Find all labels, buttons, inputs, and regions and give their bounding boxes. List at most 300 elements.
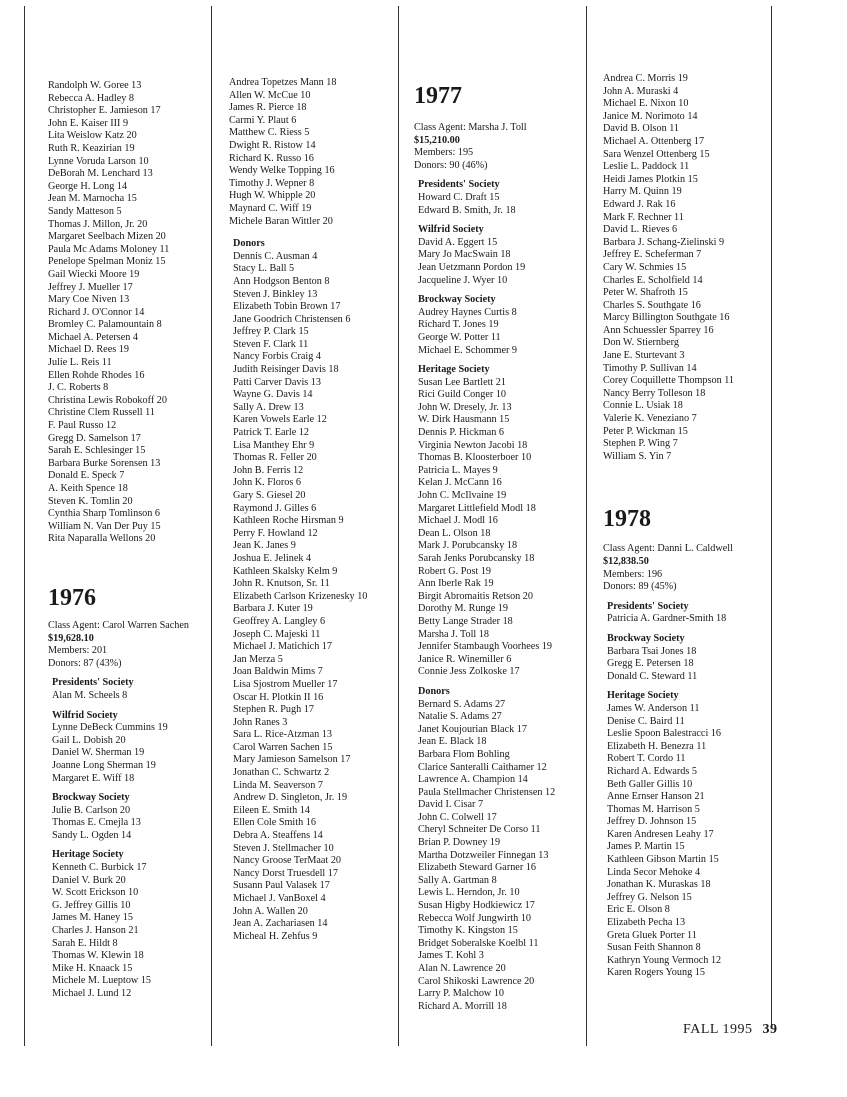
name-list — [603, 646, 734, 684]
name-entry: Sandy Matteson 5 — [48, 205, 122, 217]
name-entry: Audrey Haynes Curtis 8 — [418, 306, 517, 318]
name-entry: Kenneth C. Burbick 17 — [52, 862, 147, 874]
section-heading: Brockway Society — [418, 294, 496, 306]
name-entry: Joanne Long Sherman 19 — [52, 759, 156, 771]
name-entry: Corey Coquillette Thompson 11 — [603, 375, 735, 387]
name-entry: Robert G. Post 19 — [418, 565, 492, 577]
name-list — [48, 80, 189, 546]
class-agent: Class Agent: Danni L. Caldwell — [603, 543, 733, 555]
name-entry: John K. Floros 6 — [233, 477, 301, 489]
name-entry: Andrea C. Morris 19 — [603, 73, 688, 84]
name-entry: Dennis P. Hickman 6 — [418, 427, 505, 439]
name-entry: John A. Wallen 20 — [233, 905, 308, 917]
name-entry: Robert T. Cordo 11 — [607, 753, 686, 765]
name-entry: Sandy L. Ogden 14 — [52, 829, 132, 841]
name-entry: Kathleen Skalsky Kelm 9 — [233, 565, 338, 577]
name-entry: Rebecca A. Hadley 8 — [48, 92, 134, 104]
name-entry: Michael J. Matichich 17 — [233, 641, 333, 653]
name-entry: Greta Gluek Porter 11 — [607, 929, 697, 941]
name-entry: Valerie K. Veneziano 7 — [603, 413, 697, 425]
name-entry: Martha Dotzweiler Finnegan 13 — [418, 849, 549, 861]
name-entry: James M. Haney 15 — [52, 912, 133, 924]
name-entry: Ruth R. Keazirian 19 — [48, 142, 135, 154]
name-list — [414, 377, 555, 679]
name-entry: Janet Koujourian Black 17 — [418, 723, 527, 735]
name-entry: Leslie Spoon Balestracci 16 — [607, 728, 722, 740]
name-list — [229, 77, 367, 228]
name-entry: Cary W. Schmies 15 — [603, 261, 687, 273]
name-entry: W. Scott Erickson 10 — [52, 887, 139, 899]
name-entry: Denise C. Baird 11 — [607, 715, 685, 727]
name-list — [414, 699, 555, 1014]
name-entry: John C. McIlvaine 19 — [418, 490, 507, 502]
name-entry: Steven J. Binkley 13 — [233, 288, 318, 300]
name-entry: Lawrence A. Champion 14 — [418, 774, 528, 786]
name-entry: Oscar H. Plotkin II 16 — [233, 691, 324, 703]
name-entry: Gregg E. Petersen 18 — [607, 658, 694, 670]
column-2 — [229, 77, 367, 943]
name-entry: Jeffrey P. Clark 15 — [233, 326, 309, 338]
name-entry: Paula Stellmacher Christensen 12 — [418, 786, 556, 798]
name-entry: Sally A. Gartman 8 — [418, 874, 497, 886]
heritage-society-section — [603, 690, 734, 980]
name-entry: Sarah E. Schlesinger 15 — [48, 445, 146, 457]
class-members: Members: 201 — [48, 645, 108, 657]
name-entry: George W. Potter 11 — [418, 331, 501, 343]
name-entry: Don W. Stiernberg — [603, 337, 679, 349]
name-entry: John C. Colwell 17 — [418, 811, 497, 823]
name-entry: Richard A. Morrill 18 — [418, 1000, 507, 1012]
name-entry: Christina Lewis Robokoff 20 — [48, 394, 167, 406]
name-entry: Dennis C. Ausman 4 — [233, 250, 318, 262]
class-total-amount: $15,210.00 — [414, 134, 460, 146]
name-entry: Richard K. Russo 16 — [229, 152, 314, 164]
name-entry: Anne Ernser Hanson 21 — [607, 791, 705, 803]
class-year-heading: 1978 — [603, 506, 651, 533]
column-4 — [603, 73, 734, 980]
name-entry: Margaret Seelbach Mizen 20 — [48, 231, 166, 243]
name-entry: James P. Martin 15 — [607, 841, 685, 853]
name-entry: Linda M. Seaverson 7 — [233, 779, 323, 791]
name-entry: Julie L. Reis 11 — [48, 357, 112, 369]
name-entry: Carol Warren Sachen 15 — [233, 741, 333, 753]
name-entry: Edward B. Smith, Jr. 18 — [418, 204, 516, 216]
name-entry: Jean K. Janes 9 — [233, 540, 296, 552]
name-entry: Timothy J. Wepner 8 — [229, 177, 315, 189]
page-footer — [683, 1022, 777, 1038]
name-entry: Alan M. Scheels 8 — [52, 689, 128, 701]
name-entry: Barbara Tsai Jones 18 — [607, 645, 697, 657]
name-list — [48, 690, 189, 703]
section-heading: Heritage Society — [52, 849, 124, 861]
name-entry: Connie L. Usiak 18 — [603, 400, 683, 412]
wilfrid-society-section — [48, 710, 189, 786]
name-entry: Rici Guild Conger 10 — [418, 389, 507, 401]
name-entry: Peter W. Shafroth 15 — [603, 287, 688, 299]
name-entry: Michael E. Schommer 9 — [418, 344, 518, 356]
wilfrid-society-section — [414, 224, 555, 287]
name-entry: David B. Olson 11 — [603, 123, 680, 135]
name-entry: Wendy Welke Topping 16 — [229, 165, 335, 177]
name-entry: Nancy Forbis Craig 4 — [233, 351, 321, 363]
name-entry: Gregg D. Samelson 17 — [48, 432, 141, 444]
column-rule-4 — [586, 6, 587, 1046]
name-entry: Elizabeth Steward Garner 16 — [418, 862, 536, 874]
name-entry: Jeffrey G. Nelson 15 — [607, 891, 692, 903]
name-entry: Jean M. Marnocha 15 — [48, 193, 137, 205]
name-entry: James W. Anderson 11 — [607, 702, 700, 714]
name-entry: Sally A. Drew 13 — [233, 401, 304, 413]
name-entry: Ann Schuessler Sparrey 16 — [603, 324, 714, 336]
name-entry: Daniel W. Sherman 19 — [52, 747, 145, 759]
name-entry: Joseph C. Majeski 11 — [233, 628, 321, 640]
name-entry: Judith Reisinger Davis 18 — [233, 364, 339, 376]
name-entry: Lynne DeBeck Cummins 19 — [52, 722, 168, 734]
name-entry: Margaret E. Wiff 18 — [52, 772, 135, 784]
name-entry: Barbara Flom Bohling — [418, 748, 510, 760]
name-entry: Karen Andresen Leahy 17 — [607, 828, 714, 840]
name-entry: Susan Higby Hodkiewicz 17 — [418, 900, 535, 912]
name-entry: Janice M. Norimoto 14 — [603, 110, 698, 122]
name-entry: Gail Wiecki Moore 19 — [48, 268, 140, 280]
name-entry: George H. Long 14 — [48, 180, 128, 192]
column-rule-1 — [24, 6, 25, 1046]
issue-label: FALL 1995 — [683, 1022, 753, 1037]
name-entry: William S. Yin 7 — [603, 450, 672, 462]
name-entry: Linda Secor Mehoke 4 — [607, 866, 701, 878]
name-entry: Penelope Spelman Moniz 15 — [48, 256, 166, 268]
name-entry: Christine Clem Russell 11 — [48, 407, 155, 419]
name-entry: Susan Lee Bartlett 21 — [418, 376, 506, 388]
name-entry: Larry P. Malchow 10 — [418, 988, 505, 1000]
name-entry: Mark J. Porubcansky 18 — [418, 540, 518, 552]
name-entry: Mike H. Knaack 15 — [52, 962, 133, 974]
name-entry: John W. Dresely, Jr. 13 — [418, 401, 512, 413]
class-members: Members: 195 — [414, 147, 474, 159]
name-entry: Richard A. Edwards 5 — [607, 765, 697, 777]
name-list — [48, 862, 189, 1001]
presidents-society-section — [603, 601, 734, 626]
name-entry: Michael J. Modl 16 — [418, 515, 498, 527]
name-entry: David I. Cisar 7 — [418, 799, 484, 811]
name-entry: Rita Naparalla Wellons 20 — [48, 533, 156, 545]
name-entry: Jean Uetzmann Pordon 19 — [418, 261, 526, 273]
presidents-society-section — [48, 677, 189, 702]
name-entry: Gail L. Dobish 20 — [52, 734, 126, 746]
name-entry: Thomas E. Cmejla 13 — [52, 817, 141, 829]
name-entry: David L. Rieves 6 — [603, 224, 678, 236]
name-entry: Howard C. Draft 15 — [418, 191, 500, 203]
name-entry: Stephen P. Wing 7 — [603, 438, 678, 450]
name-entry: Michele Baran Wittler 20 — [229, 215, 333, 227]
name-entry: Geoffrey A. Langley 6 — [233, 615, 326, 627]
name-entry: Michael A. Ottenberg 17 — [603, 135, 705, 147]
name-entry: Maynard C. Wiff 19 — [229, 202, 312, 214]
name-entry: Dean L. Olson 18 — [418, 527, 491, 539]
name-entry: Steven J. Stellmacher 10 — [233, 842, 334, 854]
name-entry: Rebecca Wolf Jungwirth 10 — [418, 912, 532, 924]
name-entry: Elizabeth H. Benezra 11 — [607, 740, 707, 752]
name-entry: Susan Feith Shannon 8 — [607, 942, 701, 954]
name-list — [229, 251, 367, 944]
heritage-society-section — [48, 849, 189, 1000]
name-entry: Thomas R. Feller 20 — [233, 452, 317, 464]
name-list — [603, 703, 734, 980]
name-entry: Thomas M. Harrison 5 — [607, 803, 700, 815]
donors-section — [414, 686, 555, 1013]
class-donors: Donors: 89 (45%) — [603, 581, 677, 593]
name-list — [414, 307, 555, 357]
name-entry: Mary Jamieson Samelson 17 — [233, 754, 351, 766]
class-members: Members: 196 — [603, 568, 663, 580]
name-entry: Bridget Soberalske Koelbl 11 — [418, 937, 539, 949]
name-entry: Gary S. Giesel 20 — [233, 490, 306, 501]
name-entry: Edward J. Rak 16 — [603, 198, 676, 210]
name-entry: Timothy K. Kingston 15 — [418, 925, 518, 937]
name-entry: Mary Jo MacSwain 18 — [418, 249, 511, 261]
name-entry: Mark F. Rechner 11 — [603, 211, 684, 223]
name-entry: Clarice Santeralli Caithamer 12 — [418, 761, 547, 773]
name-entry: Sara Wenzel Ottenberg 15 — [603, 148, 710, 160]
name-entry: Patricia L. Mayes 9 — [418, 464, 498, 476]
name-entry: Margaret Littlefield Modl 18 — [418, 502, 536, 514]
name-entry: John R. Knutson, Sr. 11 — [233, 578, 330, 590]
name-entry: Thomas B. Kloosterboer 10 — [418, 452, 532, 464]
name-entry: Eileen E. Smith 14 — [233, 804, 310, 816]
name-entry: John B. Ferris 12 — [233, 464, 304, 476]
name-entry: Sarah Jenks Porubcansky 18 — [418, 553, 535, 564]
section-heading: Wilfrid Society — [52, 709, 118, 721]
class-agent: Class Agent: Carol Warren Sachen — [48, 619, 190, 631]
name-entry: DeBorah M. Lenchard 13 — [48, 168, 153, 180]
name-entry: Jeffrey J. Mueller 17 — [48, 281, 133, 293]
name-entry: Birgit Abromaitis Retson 20 — [418, 590, 533, 602]
name-entry: Jane E. Sturtevant 3 — [603, 350, 685, 362]
name-entry: Elizabeth Tobin Brown 17 — [233, 301, 341, 313]
name-list — [48, 722, 189, 785]
name-entry: Ann Iberle Rak 19 — [418, 578, 494, 590]
name-entry: Jane Goodrich Christensen 6 — [233, 313, 351, 325]
section-heading: Donors — [233, 238, 265, 250]
name-entry: Paula Mc Adams Moloney 11 — [48, 243, 170, 255]
section-heading: Heritage Society — [418, 364, 490, 376]
name-entry: Barbara J. Schang-Zielinski 9 — [603, 236, 725, 248]
name-entry: W. Dirk Hausmann 15 — [418, 414, 510, 426]
name-entry: Marsha J. Toll 18 — [418, 628, 489, 640]
name-entry: Michael E. Nixon 10 — [603, 98, 689, 110]
class-total-amount: $19,628.10 — [48, 632, 94, 644]
column-1 — [48, 80, 189, 1001]
name-entry: Wayne G. Davis 14 — [233, 389, 313, 401]
name-entry: Matthew C. Riess 5 — [229, 127, 310, 139]
name-list — [603, 73, 734, 463]
name-entry: Allen W. McCue 10 — [229, 89, 311, 101]
name-entry: Stephen R. Pugh 17 — [233, 704, 314, 716]
name-entry: Thomas W. Klewin 18 — [52, 950, 144, 962]
name-entry: Dorothy M. Runge 19 — [418, 603, 508, 615]
name-list — [48, 805, 189, 843]
class-agent: Class Agent: Marsha J. Toll — [414, 122, 527, 133]
name-entry: Beth Galler Gillis 10 — [607, 778, 693, 790]
name-entry: Patti Carver Davis 13 — [233, 376, 321, 388]
column-rule-5 — [771, 6, 772, 1026]
name-entry: Jennifer Stambaugh Voorhees 19 — [418, 641, 553, 653]
name-entry: Andrew D. Singleton, Jr. 19 — [233, 792, 348, 804]
name-entry: Jonathan C. Schwartz 2 — [233, 767, 330, 779]
name-entry: Janice R. Winemiller 6 — [418, 653, 512, 665]
name-entry: Cheryl Schneiter De Corso 11 — [418, 824, 541, 836]
name-entry: Hugh W. Whipple 20 — [229, 190, 316, 202]
name-entry: Nancy Dorst Truesdell 17 — [233, 867, 338, 879]
name-entry: Randolph W. Goree 13 — [48, 80, 142, 91]
section-heading: Brockway Society — [607, 632, 685, 644]
name-entry: Joan Baldwin Mims 7 — [233, 666, 323, 678]
name-entry: Peter P. Wickman 15 — [603, 425, 688, 437]
name-entry: John Ranes 3 — [233, 716, 288, 728]
name-entry: Carol Shikoski Lawrence 20 — [418, 975, 535, 987]
name-entry: Lita Weislow Katz 20 — [48, 130, 137, 142]
name-entry: Patrick T. Earle 12 — [233, 427, 310, 439]
name-entry: Jeffrey D. Johnson 15 — [607, 816, 697, 828]
name-entry: Charles E. Scholfield 14 — [603, 274, 703, 286]
name-entry: Lisa Sjostrom Mueller 17 — [233, 678, 338, 690]
name-entry: Jonathan K. Muraskas 18 — [607, 879, 711, 891]
name-entry: Richard T. Jones 19 — [418, 319, 499, 331]
name-entry: Ellen Rohde Rhodes 16 — [48, 369, 145, 381]
name-entry: Andrea Topetzes Mann 18 — [229, 77, 337, 88]
name-entry: Lynne Voruda Larson 10 — [48, 155, 149, 167]
donors-section — [229, 238, 367, 943]
name-entry: Michael J. Lund 12 — [52, 988, 132, 999]
section-heading: Presidents' Society — [607, 600, 689, 612]
section-heading: Brockway Society — [52, 792, 130, 804]
name-entry: Lisa Manthey Ehr 9 — [233, 439, 315, 451]
section-heading: Wilfrid Society — [418, 224, 484, 236]
name-entry: Heidi James Plotkin 15 — [603, 173, 698, 185]
name-entry: John E. Kaiser III 9 — [48, 117, 129, 129]
name-entry: Jeffrey E. Scheferman 7 — [603, 249, 702, 261]
name-entry: David A. Eggert 15 — [418, 236, 498, 248]
name-entry: Brian P. Downey 19 — [418, 837, 501, 849]
name-entry: Timothy P. Sullivan 14 — [603, 362, 697, 374]
name-entry: Dwight R. Ristow 14 — [229, 139, 316, 151]
name-entry: Julie B. Carlson 20 — [52, 804, 131, 816]
name-entry: Barbara J. Kuter 19 — [233, 603, 313, 615]
name-entry: Perry F. Howland 12 — [233, 527, 318, 539]
section-heading: Heritage Society — [607, 690, 679, 702]
name-entry: Patricia A. Gardner-Smith 18 — [607, 613, 727, 625]
name-entry: Richard J. O'Connor 14 — [48, 306, 145, 318]
name-entry: Kelan J. McCann 16 — [418, 477, 502, 489]
name-entry: Bromley C. Palamountain 8 — [48, 319, 162, 331]
name-entry: Raymond J. Gilles 6 — [233, 502, 317, 514]
brockway-society-section — [414, 294, 555, 357]
column-rule-2 — [211, 6, 212, 1046]
name-entry: Cynthia Sharp Tomlinson 6 — [48, 508, 161, 520]
name-entry: John A. Muraski 4 — [603, 85, 679, 97]
name-entry: Stacy L. Ball 5 — [233, 263, 295, 275]
name-entry: Eric E. Olson 8 — [607, 904, 670, 916]
name-entry: Bernard S. Adams 27 — [418, 698, 506, 710]
name-entry: Michele M. Lueptow 15 — [52, 975, 152, 987]
class-total-amount: $12,838.50 — [603, 556, 649, 567]
name-entry: Kathleen Gibson Martin 15 — [607, 854, 719, 866]
presidents-society-section — [414, 179, 555, 217]
name-entry: Thomas J. Millon, Jr. 20 — [48, 218, 148, 230]
name-entry: Betty Lange Strader 18 — [418, 615, 513, 627]
name-entry: Micheal H. Zehfus 9 — [233, 930, 318, 942]
name-list — [414, 237, 555, 287]
brockway-society-section — [48, 792, 189, 842]
name-entry: Ann Hodgson Benton 8 — [233, 275, 330, 287]
name-entry: William N. Van Der Puy 15 — [48, 520, 161, 532]
name-entry: Connie Jess Zolkoske 17 — [418, 666, 520, 678]
name-entry: Natalie S. Adams 27 — [418, 711, 502, 723]
brockway-society-section — [603, 633, 734, 683]
name-entry: James R. Pierce 18 — [229, 102, 307, 114]
name-entry: Barbara Burke Sorensen 13 — [48, 457, 161, 469]
name-entry: Michael J. VanBoxel 4 — [233, 893, 326, 904]
name-entry: G. Jeffrey Gillis 10 — [52, 899, 131, 911]
name-entry: Carmi Y. Plaut 6 — [229, 114, 297, 126]
name-entry: Nancy Berry Tolleson 18 — [603, 387, 706, 399]
name-entry: Jean A. Zachariasen 14 — [233, 918, 328, 930]
name-entry: Susann Paul Valasek 17 — [233, 880, 330, 892]
name-entry: Elizabeth Carlson Krizenesky 10 — [233, 590, 368, 602]
name-entry: Steven K. Tomlin 20 — [48, 495, 133, 507]
name-entry: Charles J. Hanson 21 — [52, 925, 139, 937]
name-entry: Christopher E. Jamieson 17 — [48, 105, 161, 117]
name-entry: Debra A. Steaffens 14 — [233, 830, 323, 842]
name-entry: Kathryn Young Vermoch 12 — [607, 954, 722, 966]
name-entry: Marcy Billington Southgate 16 — [603, 312, 730, 324]
name-entry: Sara L. Rice-Atzman 13 — [233, 729, 333, 741]
class-year-heading: 1976 — [48, 584, 96, 611]
name-entry: Karen Rogers Young 15 — [607, 967, 705, 979]
name-entry: Jean E. Black 18 — [418, 736, 487, 748]
page-number: 39 — [762, 1022, 778, 1037]
class-year-heading: 1977 — [414, 83, 462, 109]
name-entry: Jan Merza 5 — [233, 653, 283, 665]
name-entry: Donald C. Steward 11 — [607, 670, 698, 682]
name-list — [603, 613, 734, 626]
name-entry: Alan N. Lawrence 20 — [418, 963, 506, 974]
section-heading: Donors — [418, 685, 450, 697]
name-entry: Elizabeth Pecha 13 — [607, 917, 686, 929]
name-entry: J. C. Roberts 8 — [48, 382, 109, 394]
name-entry: Jacqueline J. Wyer 10 — [418, 274, 508, 286]
name-entry: F. Paul Russo 12 — [48, 420, 117, 432]
name-entry: Leslie L. Paddock 11 — [603, 161, 690, 173]
section-heading: Presidents' Society — [52, 677, 134, 689]
name-entry: Sarah E. Hildt 8 — [52, 937, 118, 949]
name-list — [414, 192, 555, 217]
section-heading: Presidents' Society — [418, 179, 500, 191]
column-3 — [414, 82, 555, 1013]
name-entry: Steven F. Clark 11 — [233, 338, 309, 350]
name-entry: Michael D. Rees 19 — [48, 344, 129, 356]
name-entry: Donald E. Speck 7 — [48, 470, 125, 482]
name-entry: Nancy Groose TerMaat 20 — [233, 855, 342, 867]
name-entry: Daniel V. Burk 20 — [52, 874, 126, 886]
name-entry: James T. Kohl 3 — [418, 950, 484, 962]
column-rule-3 — [398, 6, 399, 1046]
name-entry: Virginia Newton Jacobi 18 — [418, 439, 528, 451]
name-entry: A. Keith Spence 18 — [48, 483, 128, 494]
name-entry: Mary Coe Niven 13 — [48, 294, 130, 306]
class-donors: Donors: 87 (43%) — [48, 657, 122, 669]
heritage-society-section — [414, 364, 555, 679]
